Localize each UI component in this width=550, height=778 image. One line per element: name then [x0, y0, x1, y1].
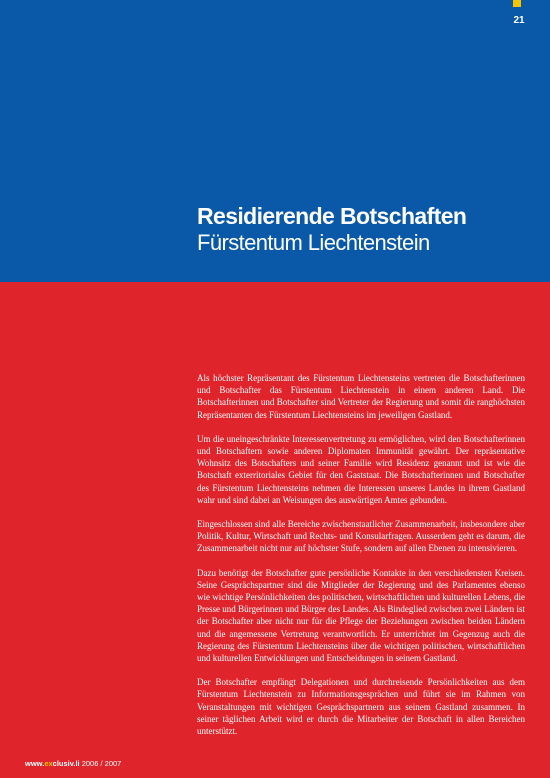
page-title: Residierende Botschaften: [197, 203, 467, 229]
paragraph: Um die uneingeschränkte Interessenvertretung zu ermöglichen, wird den Botschafterinnen und Botschaftern sowie anderen Diplomaten Immunität gewährt. Der repräsentative Wohnsitz des Botschafters und seiner Familie wird Residenz genannt und ist wie die Botschaft exterritoriales Gebiet für den Gaststaat. Die Botschafterinnen und Botschafter des Fürstentum Liechtensteins nehmen die Interessen unseres Landes in ihrem Gastland wahr und sind dabei an Weisungen des auswärtigen Amtes gebunden.: [197, 433, 525, 505]
page-number: 21: [513, 15, 525, 26]
footer-brand-ex: ex: [44, 759, 53, 768]
title-block: [197, 203, 466, 256]
paragraph: Eingeschlossen sind alle Bereiche zwischenstaatlicher Zusammenarbeit, insbesondere aber Politik, Kultur, Wirtschaft und Rechts- und Konsularfragen. Ausserdem geht es darum, die Zusammenarbeit nicht nur auf höchster Stufe, sondern auf allen Ebenen zu intensivieren.: [197, 519, 525, 554]
body-text: [197, 372, 525, 749]
footer-www: www.: [25, 759, 45, 768]
footer-brand-rest: clusiv.li: [52, 759, 80, 768]
footer: [25, 759, 121, 768]
footer-years: 2006 / 2007: [79, 759, 122, 768]
paragraph: Der Botschafter empfängt Delegationen und durchreisende Persönlichkeiten aus dem Fürstentum Liechtenstein zu Informationsgesprächen und führt sie im Rahmen von Veranstaltungen mit wichtigen Gesprächspartnern aus seinem Gastland zusammen. In seiner täglichen Arbeit wird er durch die Mitarbeiter der Botschaft in allen Bereichen unterstützt.: [197, 677, 525, 737]
paragraph: Als höchster Repräsentant des Fürstentum Liechtensteins vertreten die Botschafterinnen und Botschafter das Fürstentum Liechtenstein in einem anderen Land. Die Botschafterinnen und Botschafter sind Vertreter der Regierung und somit die ranghöchsten Repräsentanten des Fürstentum Liechtensteins im jeweiligen Gastland.: [197, 373, 525, 420]
page-marker-tab: [513, 0, 521, 7]
page-subtitle: Fürstentum Liechtenstein: [197, 230, 430, 255]
paragraph: Dazu benötigt der Botschafter gute persönliche Kontakte in den verschiedensten Kreisen. Seine Gesprächspartner sind die Mitglieder der Regierung und des Parlamentes ebenso wie wichtige Persönlichkeiten des politischen, wirtschaftlichen und kulturellen Lebens, die Presse und Bürgerinnen und Bürger des Landes. Als Bindeglied zwischen zwei Ländern ist der Botschafter aber nicht nur für die Pflege der Beziehungen zwischen beiden Ländern und die angemessene Vertretung verantwortlich. Er unterrichtet im Gegenzug auch die Regierung des Fürstentum Liechtensteins über die wichtigen politischen, wirtschaftlichen und kulturellen Entwicklungen und Entscheidungen in seinem Gastland.: [197, 567, 525, 664]
